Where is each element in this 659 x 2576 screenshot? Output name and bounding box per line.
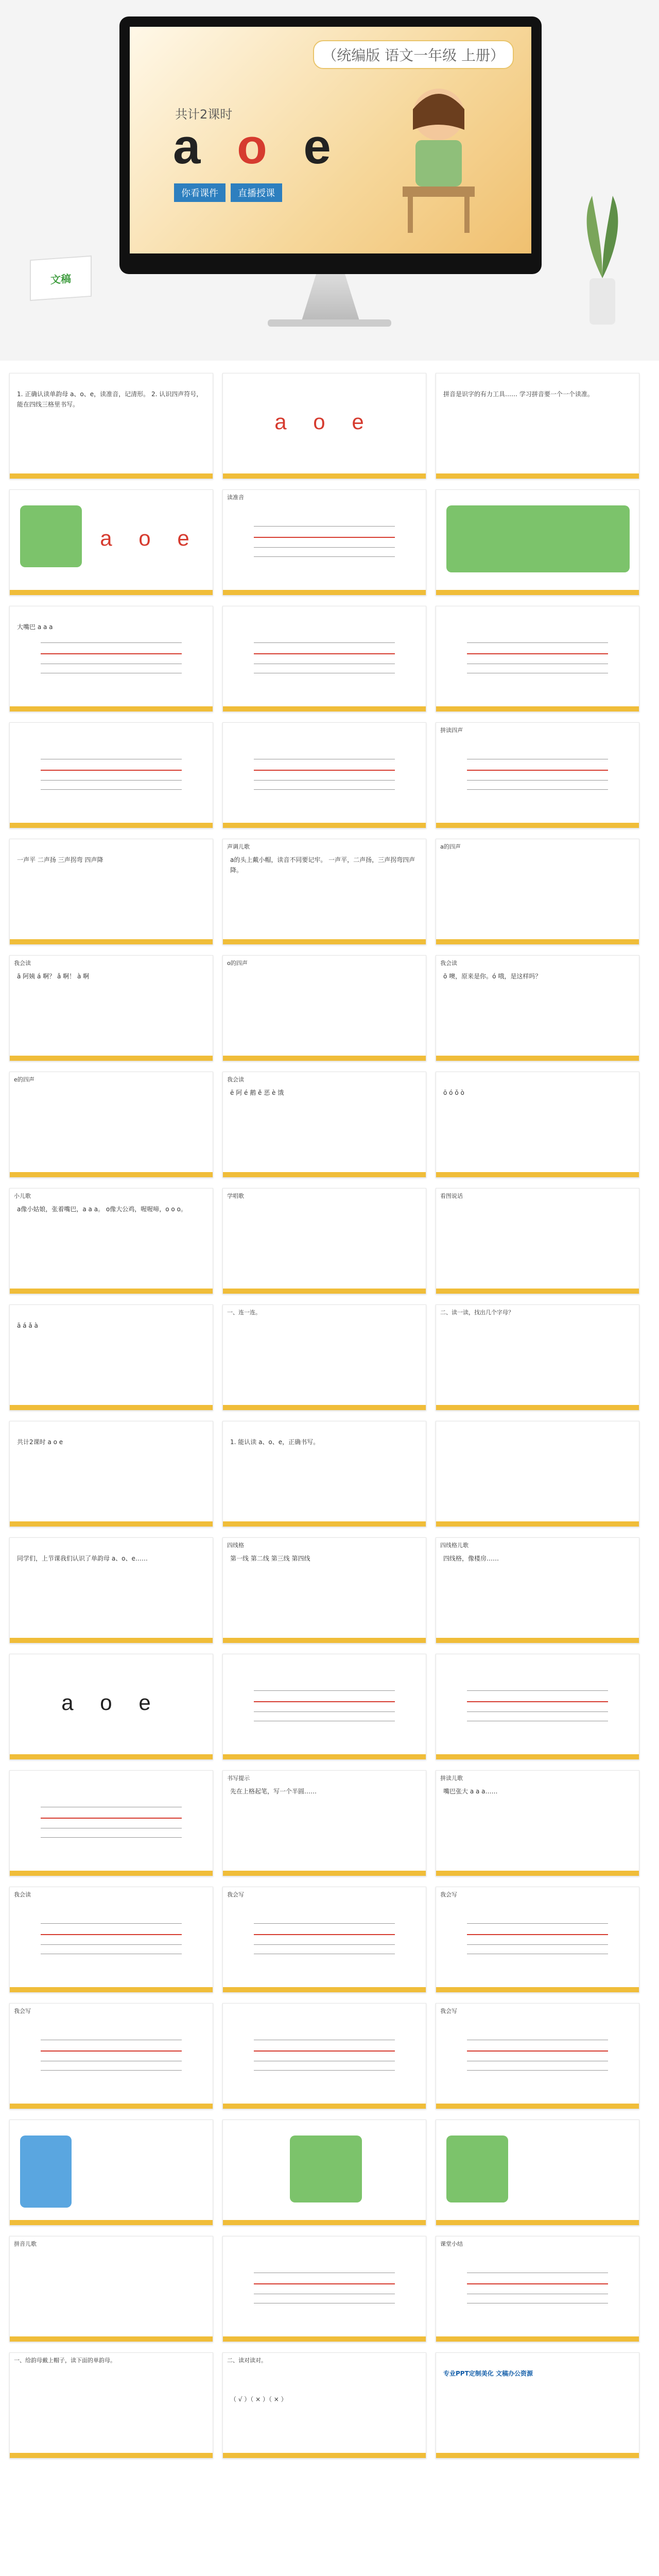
slide-row <box>9 2352 650 2459</box>
slide-note[interactable]: 拼音是识字的有力工具…… 学习拼音要一个一个读准。 <box>436 373 639 479</box>
letter-e: e <box>303 119 342 174</box>
slide-a-tones[interactable]: a的四声 <box>436 839 639 945</box>
slide-grid-practice[interactable] <box>222 2236 426 2342</box>
btn-view[interactable]: 你看课件 <box>174 183 226 202</box>
slide-row <box>9 1537 650 1643</box>
slide-row <box>9 373 650 479</box>
slide-row <box>9 606 650 712</box>
brand-logo: 文稿 <box>30 256 92 301</box>
slide-e[interactable] <box>436 606 639 712</box>
slide-o-grid[interactable]: ō ó ǒ ò <box>436 1072 639 1178</box>
slide-tone-cars[interactable]: 一声平 二声扬 三声拐弯 四声降 <box>9 839 213 945</box>
slide-game[interactable] <box>222 722 426 828</box>
slide-tones[interactable]: 拼读四声 <box>436 722 639 828</box>
slide-i-write-3[interactable]: 我会写 <box>9 2003 213 2109</box>
slide-row <box>9 2003 650 2109</box>
slide-tone-song[interactable]: 声调儿歌 a的头上戴小帽，读音不同要记牢。 一声平，二声扬，三声拐弯四声降。 <box>222 839 426 945</box>
slide-o[interactable] <box>222 606 426 712</box>
slide-swan[interactable] <box>9 2120 213 2226</box>
slide-e-tones[interactable]: e的四声 <box>9 1072 213 1178</box>
slide-read-e[interactable]: 我会读 ē 阿 é 鹅 ě 恶 è 饿 <box>222 1072 426 1178</box>
slide-goals[interactable]: 1. 正确认读单韵母 a、o、e，读准音，记清形。 2. 认识四声符号，能在四线三格里书写。 <box>9 373 213 479</box>
slide-a[interactable]: 大嘴巴 a a a <box>9 606 213 712</box>
lesson-count: 共计2课时 <box>175 107 233 122</box>
slide-row <box>9 1304 650 1411</box>
cover-slide <box>130 27 531 253</box>
slide-exercise-1[interactable]: 一、给韵母戴上帽子，读下面的单韵母。 <box>9 2352 213 2459</box>
monitor-base <box>268 319 391 327</box>
slide-o-tones[interactable]: o的四声 <box>222 955 426 1061</box>
slide-read-o[interactable]: 我会读 ō 噢，原来是你。ó 哦，是这样吗？ <box>436 955 639 1061</box>
hero-banner <box>0 0 659 361</box>
slide-intro[interactable]: a o e <box>222 373 426 479</box>
slide-read[interactable]: 读准音 <box>222 489 426 596</box>
slide-i-write-4[interactable]: 我会写 <box>436 2003 639 2109</box>
slide-rhyme[interactable]: 小儿歌 a像小姑娘，张着嘴巴，a a a。 o像大公鸡，喔喔啼，o o o。 <box>9 1188 213 1294</box>
slide-i-write-2[interactable]: 我会写 <box>436 1887 639 1993</box>
girl-illustration <box>372 73 506 238</box>
slide-ad[interactable]: 专业PPT定制美化 文稿办公资源 <box>436 2352 639 2459</box>
slide-exercise-2[interactable]: 二、读对读对。 （ √ ）（ × ）（ × ） <box>222 2352 426 2459</box>
slide-row <box>9 955 650 1061</box>
slide-song[interactable]: 学唱歌 <box>222 1188 426 1294</box>
slide-goals2[interactable]: 1. 能认读 a、o、e，正确书写。 <box>222 1421 426 1527</box>
slide-count[interactable]: 二、读一读，找出几个字母？ <box>436 1304 639 1411</box>
slide-write-o[interactable] <box>436 1654 639 1760</box>
slide-read-song[interactable]: 拼读儿歌 嘴巴张大 a a a…… <box>436 1770 639 1876</box>
letter-o: o <box>237 119 279 174</box>
slide-row <box>9 1072 650 1178</box>
slide-aoe[interactable]: a o e <box>9 1654 213 1760</box>
letter-a: a <box>173 119 212 174</box>
slide-row <box>9 2236 650 2342</box>
slide-row <box>9 1421 650 1527</box>
slide-four-lines[interactable]: 四线格 第一线 第二线 第三线 第四线 <box>222 1537 426 1643</box>
btn-live[interactable]: 直播授课 <box>231 183 282 202</box>
slide-four-lines-song[interactable]: 四线格儿歌 四线格，像楼房…… <box>436 1537 639 1643</box>
slide-row <box>9 839 650 945</box>
slide-cover2[interactable]: 共计2课时 a o e <box>9 1421 213 1527</box>
cover-buttons <box>174 183 282 202</box>
slide-i-read[interactable]: 我会读 <box>9 1887 213 1993</box>
slide-a-tone-grid[interactable]: ā á ǎ à <box>9 1304 213 1411</box>
slide-pinyin-song[interactable]: 拼音儿歌 <box>9 2236 213 2342</box>
title-letters <box>173 118 342 175</box>
slide-summary[interactable]: 课堂小结 <box>436 2236 639 2342</box>
slide-row <box>9 1188 650 1294</box>
slide-read-a[interactable]: 我会读 ā 阿姨 á 啊？ ǎ 啊！ à 啊 <box>9 955 213 1061</box>
slide-scene[interactable]: a o e <box>9 489 213 596</box>
slide-row <box>9 1887 650 1993</box>
slide-row <box>9 1770 650 1876</box>
slide-review[interactable]: 同学们，上节课我们认识了单韵母 a、o、e…… <box>9 1537 213 1643</box>
plant-icon <box>577 196 628 325</box>
monitor-stand <box>294 274 367 320</box>
slide-row <box>9 2120 650 2226</box>
slide-write-a[interactable] <box>222 1654 426 1760</box>
slide-match[interactable]: 一、连一连。 <box>222 1304 426 1411</box>
edition-tag: （统编版 语文一年级 上册） <box>313 40 514 69</box>
slide-write-e[interactable] <box>9 1770 213 1876</box>
monitor <box>119 16 542 274</box>
slide-row <box>9 722 650 828</box>
slide-practice[interactable] <box>222 2003 426 2109</box>
slide-scene2[interactable] <box>222 2120 426 2226</box>
scene-image <box>20 505 82 567</box>
slide-cards[interactable] <box>436 1421 639 1527</box>
slide-row <box>9 1654 650 1760</box>
slide-picture[interactable] <box>436 489 639 596</box>
slide-writing-tips[interactable]: 书写提示 先在上格起笔，写一个半圆…… <box>222 1770 426 1876</box>
slide-row <box>9 489 650 596</box>
slide-grid <box>9 373 650 2469</box>
slide-talk[interactable]: 看图说话 <box>436 1188 639 1294</box>
slide-scene3[interactable] <box>436 2120 639 2226</box>
slide-shapes[interactable] <box>9 722 213 828</box>
slide-i-write-1[interactable]: 我会写 <box>222 1887 426 1993</box>
